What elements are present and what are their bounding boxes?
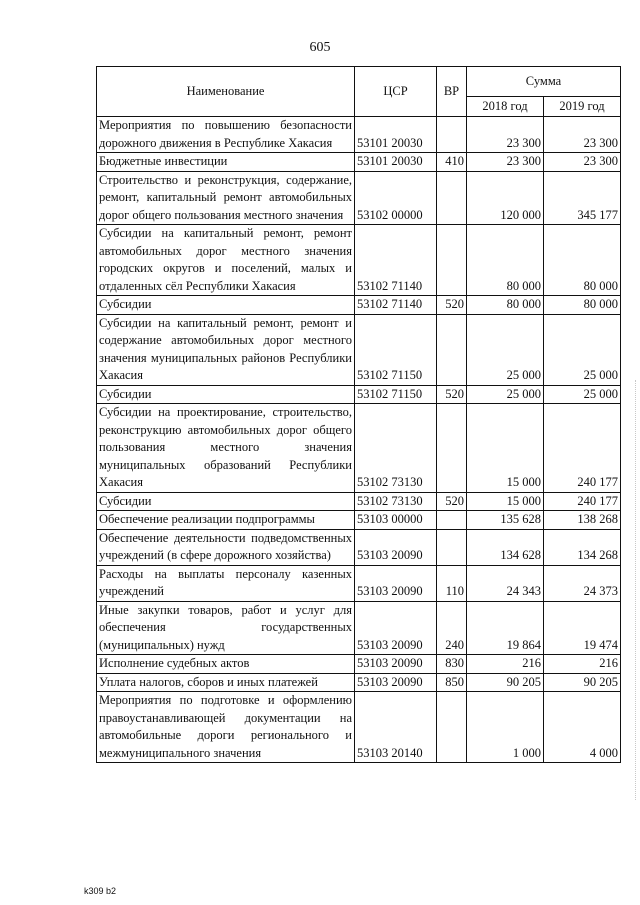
row-vr-cell [437,692,467,763]
header-vr: ВР [437,67,467,117]
row-sum-2019-cell: 90 205 [544,673,621,692]
table-row [97,117,621,153]
margin-dots [634,380,636,800]
table-row [97,314,621,385]
row-name-cell: Субсидии на проектирование, строительство, реконструкцию автомобильных дорог общего пользования местного значения муниципальных образований Республики Хакасия [97,404,355,493]
row-sum-2019-cell: 345 177 [544,171,621,225]
row-name-cell: Бюджетные инвестиции [97,153,355,172]
row-csr-cell: 53102 73130 [355,492,437,511]
row-sum-2018-cell: 120 000 [467,171,544,225]
row-sum-2019-cell: 134 268 [544,529,621,565]
row-vr-cell [437,117,467,153]
page-number: 605 [309,40,331,55]
row-sum-2018-cell: 15 000 [467,492,544,511]
row-sum-2018-cell: 80 000 [467,225,544,296]
row-sum-2018-cell: 15 000 [467,404,544,493]
header-year-2019: 2019 год [544,97,621,117]
row-csr-cell: 53103 20090 [355,529,437,565]
row-name-cell: Субсидии на капитальный ремонт, ремонт и содержание автомобильных дорог местного значения муниципальных районов Республики Хакасия [97,314,355,385]
row-csr-cell: 53102 71140 [355,296,437,315]
header-name: Наименование [97,67,355,117]
row-vr-cell: 520 [437,492,467,511]
row-name-cell: Мероприятия по повышению безопасности дорожного движения в Республике Хакасия [97,117,355,153]
row-vr-cell [437,529,467,565]
row-name-cell: Обеспечение реализации подпрограммы [97,511,355,530]
row-vr-cell: 520 [437,385,467,404]
row-sum-2019-cell: 25 000 [544,314,621,385]
table-row [97,296,621,315]
row-name-cell: Иные закупки товаров, работ и услуг для обеспечения государственных (муниципальных) нужд [97,601,355,655]
footer-note: k309 b2 [84,886,117,896]
row-vr-cell: 520 [437,296,467,315]
row-sum-2018-cell: 80 000 [467,296,544,315]
table-row [97,601,621,655]
table-body [97,117,621,763]
row-name-cell: Исполнение судебных актов [97,655,355,674]
row-csr-cell: 53102 00000 [355,171,437,225]
row-vr-cell: 110 [437,565,467,601]
row-sum-2019-cell: 23 300 [544,117,621,153]
table-row [97,673,621,692]
table-header [97,67,621,117]
row-sum-2019-cell: 4 000 [544,692,621,763]
row-csr-cell: 53103 20140 [355,692,437,763]
row-csr-cell: 53103 20090 [355,565,437,601]
budget-table [96,66,621,763]
row-vr-cell [437,314,467,385]
table-row [97,565,621,601]
table-row [97,511,621,530]
row-csr-cell: 53102 71150 [355,385,437,404]
row-vr-cell: 410 [437,153,467,172]
table-row [97,385,621,404]
row-sum-2019-cell: 216 [544,655,621,674]
table-row [97,171,621,225]
row-name-cell: Субсидии [97,296,355,315]
row-sum-2019-cell: 80 000 [544,296,621,315]
row-vr-cell [437,511,467,530]
row-sum-2019-cell: 19 474 [544,601,621,655]
row-csr-cell: 53102 71140 [355,225,437,296]
row-sum-2019-cell: 24 373 [544,565,621,601]
row-vr-cell: 240 [437,601,467,655]
table-row [97,655,621,674]
row-sum-2018-cell: 134 628 [467,529,544,565]
row-sum-2019-cell: 240 177 [544,492,621,511]
row-sum-2018-cell: 23 300 [467,117,544,153]
table-row [97,153,621,172]
row-name-cell: Расходы на выплаты персоналу казенных учреждений [97,565,355,601]
row-vr-cell [437,225,467,296]
table-row [97,529,621,565]
row-csr-cell: 53102 73130 [355,404,437,493]
row-sum-2018-cell: 24 343 [467,565,544,601]
row-name-cell: Строительство и реконструкция, содержание, ремонт, капитальный ремонт автомобильных дорог общего пользования местного значения [97,171,355,225]
row-sum-2019-cell: 25 000 [544,385,621,404]
row-sum-2019-cell: 138 268 [544,511,621,530]
row-csr-cell: 53102 71150 [355,314,437,385]
row-csr-cell: 53103 00000 [355,511,437,530]
row-vr-cell: 830 [437,655,467,674]
row-sum-2018-cell: 1 000 [467,692,544,763]
row-name-cell: Уплата налогов, сборов и иных платежей [97,673,355,692]
row-sum-2018-cell: 23 300 [467,153,544,172]
row-sum-2019-cell: 240 177 [544,404,621,493]
row-name-cell: Обеспечение деятельности подведомственных учреждений (в сфере дорожного хозяйства) [97,529,355,565]
row-name-cell: Мероприятия по подготовке и оформлению правоустанавливающей документации на автомобильные дороги регионального и межмуниципального значения [97,692,355,763]
row-csr-cell: 53101 20030 [355,153,437,172]
row-csr-cell: 53103 20090 [355,673,437,692]
row-sum-2018-cell: 25 000 [467,314,544,385]
row-csr-cell: 53101 20030 [355,117,437,153]
table-row [97,225,621,296]
row-sum-2019-cell: 80 000 [544,225,621,296]
row-sum-2018-cell: 135 628 [467,511,544,530]
table-row [97,492,621,511]
row-vr-cell [437,171,467,225]
table-row [97,404,621,493]
table-row [97,692,621,763]
row-sum-2019-cell: 23 300 [544,153,621,172]
row-csr-cell: 53103 20090 [355,601,437,655]
header-sum: Сумма [467,67,621,97]
header-csr: ЦСР [355,67,437,117]
row-sum-2018-cell: 216 [467,655,544,674]
row-name-cell: Субсидии [97,492,355,511]
row-csr-cell: 53103 20090 [355,655,437,674]
row-sum-2018-cell: 90 205 [467,673,544,692]
row-vr-cell: 850 [437,673,467,692]
header-year-2018: 2018 год [467,97,544,117]
row-name-cell: Субсидии на капитальный ремонт, ремонт автомобильных дорог местного значения городских округов и поселений, малых и отдаленных сёл Республики Хакасия [97,225,355,296]
row-vr-cell [437,404,467,493]
row-name-cell: Субсидии [97,385,355,404]
row-sum-2018-cell: 19 864 [467,601,544,655]
row-sum-2018-cell: 25 000 [467,385,544,404]
